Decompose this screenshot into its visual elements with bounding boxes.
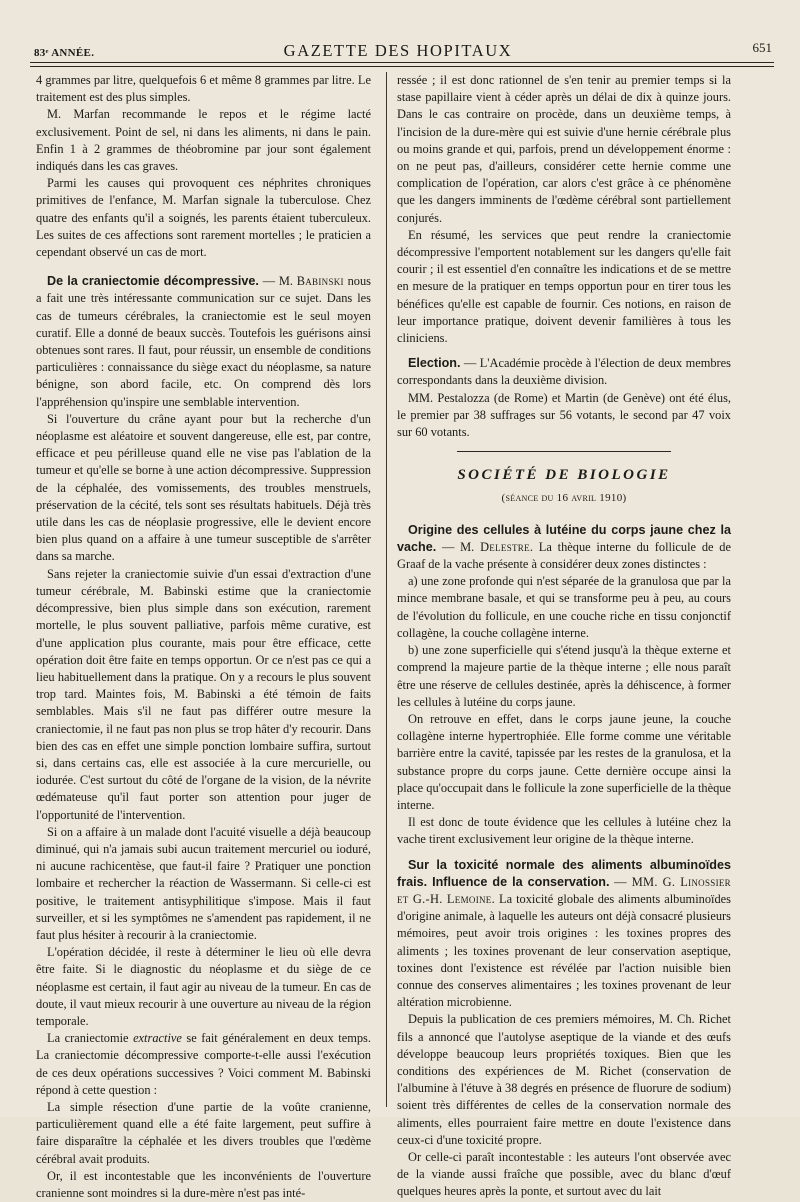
paragraph: ressée ; il est donc rationnel de s'en tenir au premier temps si la stase papillaire vient à céder après un délai de dix à quinze jours. Dans le cas contraire on procède, dans un deuxième temps, à l'incision de la dure-mère qui est suivie d'une hernie cérébrale plus ou moins grande et qui, parfois, prend un développement énorme : on ne peut pas, d'ailleurs, considérer cette hernie comme une complication de l'opération, car alors c'est grâce à ce phénomène que les dangers imminents de l'œdème cérébral sont partiellement conjurés. — [397, 73, 731, 225]
text-run: La craniectomie — [47, 1031, 134, 1046]
section-title: SOCIÉTÉ DE BIOLOGIE — [457, 467, 671, 484]
paragraph: MM. Pestalozza (de Rome) et Martin (de Genève) ont été élus, le premier par 38 suffrages sur 56 votants, le second par 47 voix sur 60 votants. — [397, 390, 731, 440]
paragraph: 4 grammes par litre, quelquefois 6 et même 8 grammes par litre. Le traitement est des plus simples. — [36, 73, 371, 105]
article-craniectomie — [36, 273, 371, 411]
separator-line — [457, 451, 671, 452]
paragraph: a) une zone profonde qui n'est séparée de la granulosa que par la mince membrane basale, et qui se transforme peu à peu, au cours de l'évolution du follicule, en une couche riche en tissu conjonctif collagène, la couche collagène interne. — [397, 574, 731, 640]
paragraph: Il est donc de toute évidence que les cellules à lutéine chez la vache tirent exclusivement leur origine de la thèque interne. — [397, 815, 731, 847]
page-header — [22, 34, 774, 58]
paragraph: Parmi les causes qui provoquent ces néphrites chroniques primitives de l'enfance, M. Marfan signale la tuberculose. Chez quatre des enfants qu'il a soignés, les parents étaient tuberculeux. Les suites de ces affections sont rarement mortelles ; le praticien a cependant observé un cas de mort. — [36, 176, 371, 260]
year-label: 83ᵉ ANNÉE. — [34, 47, 95, 59]
article-heading: De la craniectomie décompressive. — [47, 274, 259, 289]
left-column — [36, 72, 371, 1202]
paragraph: Or celle-ci paraît incontestable : les auteurs l'ont observée avec de la viande aussi fraîche que possible, avec du blanc d'œuf quelques heures après la ponte, et surtout avec du lait — [397, 1149, 731, 1199]
article-heading: Sur la toxicité normale des aliments albuminoïdes frais. Influence de la conservation. — [397, 857, 731, 889]
author-name: Babinski — [296, 274, 344, 289]
paragraph: Or, il est incontestable que les inconvénients de l'ouverture cranienne sont moindres si la dure-mère n'est pas inté- — [36, 1168, 371, 1200]
paragraph: En résumé, les services que peut rendre la craniectomie décompressive l'emportent notablement sur les dangers qu'elle fait courir ; il est essentiel d'en connaître les indications et de se mettre en mesure de la pratiquer en temps opportun pour en tirer tous les bénéfices qu'elle est capable de fournir. Ces notions, en raison de leur importance pratique, doivent devenir familières à tous les cliniciens. — [397, 227, 731, 346]
section-separator — [397, 441, 731, 463]
paragraph: Depuis la publication de ces premiers mémoires, M. Ch. Richet fils a annoncé que l'autolyse aseptique de la viande et des œufs développe beaucoup leurs propriétés toxiques. Bien que les conditions des expériences de M. Richet (conservation de l'albumine à l'étuve à 38 degrés en présence de fluorure de sodium) soient très différentes de celles de la conservation normale des aliments, elles pourraient faire mettre en doute l'existence dans ceux-ci d'une toxicité propre. — [397, 1012, 731, 1147]
article-lead: — M. Babinski nous a fait une très intéressante communication sur ce sujet. Dans les cas de tumeurs cérébrales, la craniectomie est le seul moyen curatif. Elle a donné de beaux succès. Toutefois les guérisons ainsi obtenues sont rares. Il faut, pour réussir, un ensemble de conditions particulières : connaissance du siège exact du néoplasme, sa nature bénigne, son abord facile, etc. On comprend dès lors l'appréhension qu'inspire une semblable intervention. — [36, 274, 372, 409]
article-lead: — M. Delestre. La thèque interne du follicule de de Graaf de la vache présente à considérer deux zones distinctes : — [397, 539, 731, 572]
header-rule-bottom — [30, 66, 774, 67]
section-subtitle: (séance du 16 avril 1910) — [501, 492, 627, 505]
paragraph: b) une zone superficielle qui s'étend jusqu'à la thèque externe et comprend la majeure partie de la thèque interne ; elle nous paraît être une réserve de cellules destinée, après la déhiscence, à former les cellules à lutéine du corps jaune. — [397, 643, 731, 709]
article-lead: La toxicité globale des aliments albuminoïdes d'origine animale, à laquelle les auteurs ont déjà consacré plusieurs mémoires, peut avoir trois origines : les toxines propres des aliments ; les toxines provenant de leur conservation aseptique, toxines dont l'existence est révélée par l'action nuisible bien connue des conserves alimentaires ; les toxines provenant de leur altération microbienne. — [397, 891, 731, 1010]
paragraph: Si l'ouverture du crâne ayant pour but la recherche d'un néoplasme est aléatoire et souvent dangereuse, elle est, par contre, efficace et peu périlleuse quand elle ne vise pas l'ablation de la tumeur et qu'elle se borne à une action décompressive. Suppression de la céphalée, des vomissements, des troubles menstruels, préservation de la cécité, tels sont ses résultats habituels. Déjà très utile dans les cas de néoplasie progressive, elle le devient encore bien plus quand on a affaire à une tumeur susceptible de s'arrêter dans sa marche. — [36, 411, 371, 564]
article-toxicite — [397, 857, 731, 1012]
journal-title: GAZETTE DES HOPITAUX — [283, 41, 513, 60]
right-column — [397, 72, 731, 1201]
emphasis: extractive — [133, 1031, 182, 1046]
author-name: Delestre — [480, 539, 530, 554]
paragraph: M. Marfan recommande le repos et le régime lacté exclusivement. Point de sel, ni dans les aliments, ni dans le pain. Enfin 1 à 2 grammes de théobromine par jour sont également indiqués dans les cas graves. — [36, 107, 371, 174]
page-number: 651 — [752, 40, 772, 55]
spacer — [397, 849, 731, 857]
paragraph: On retrouve en effet, dans le corps jaune jeune, la couche collagène interne hypertrophiée. Elle forme comme une véritable barrière entre la cavité, tapissée par les restes de la granulosa, et la substance propre du corps jaune. Cette dernière occupe ainsi la place qu'occupait dans le follicule la zone superficielle de la thèque interne. — [397, 711, 731, 812]
paragraph: La simple résection d'une partie de la voûte cranienne, particulièrement quand elle a été faite largement, peut suffire à faire disparaître la céphalée et les divers troubles que l'œdème cérébral avait produits. — [36, 1099, 371, 1166]
article-heading: Election. — [408, 356, 461, 371]
column-divider — [386, 72, 387, 1107]
text-run: se fait généralement en deux temps. La craniectomie décompressive comporte-t-elle aussi l'exécution de ces deux opérations successives ? Voici comment M. Babinski répond à cette question : — [36, 1031, 371, 1097]
spacer — [397, 347, 731, 355]
header-rule-top — [30, 62, 774, 63]
article-authors: — MM. G. Linossier et G.-H. Lemoine. — [397, 874, 731, 906]
paragraph: Sans rejeter la craniectomie suivie d'un essai d'extraction d'une tumeur cérébrale, M. Babinski estime que la craniectomie décompressive, bien plus simple dans son exécution, rarement mortelle, le plus souvent palliative, parfois même curative, est d'une application plus courante, mais pour être efficace, cette opération doit être faite en temps opportun. Or ce n'est pas ce qui a lieu habituellement dans la pratique. On y a recours le plus souvent trop tard. Maintes fois, M. Babinski a été témoin de faits semblables. Mais s'il ne faut pas différer outre mesure la craniectomie, il ne faut pas non plus se trop hâter d'y recourir. Dans bien des cas en effet une simple ponction lombaire suffira, surtout si, dans certains cas, elle est associée à la cure mercurielle, ou iodurée. C'est surtout du côté de l'organe de la vision, de la névrite œdémateuse qu'il faut porter son attention pour juger de l'opportunité de l'intervention. — [36, 566, 371, 822]
paragraph: Si on a affaire à un malade dont l'acuité visuelle a déjà beaucoup diminué, qui n'a jamais subi aucun traitement mercuriel ou ioduré, ni aucune rachicentèse, que faut-il faire ? Pratiquer une ponction lombaire et rechercher la réaction de Wassermann. Si celle-ci est positive, le traitement antisyphilitique s'impose. Mais il faut surveiller, et si les symptômes ne s'amendent pas rapidement, il ne faut plus hésiter à recourir à la craniectomie. — [36, 824, 371, 942]
article-heading: Origine des cellules à lutéine du corps jaune chez la vache. — [397, 522, 731, 554]
article-election — [397, 355, 731, 389]
paragraph — [36, 1030, 371, 1099]
paragraph: L'opération décidée, il reste à déterminer le lieu où elle devra être faite. Si le diagnostic du néoplasme et du siège de ce néoplasme est certain, il faut agir au niveau de la tumeur. En cas de doute, il vaut mieux recourir à une ouverture au niveau de la région temporale. — [36, 945, 371, 1028]
article-origine — [397, 522, 731, 574]
spacer — [36, 261, 371, 273]
article-lead: — L'Académie procède à l'élection de deux membres correspondants dans la deuxième division. — [397, 356, 731, 388]
